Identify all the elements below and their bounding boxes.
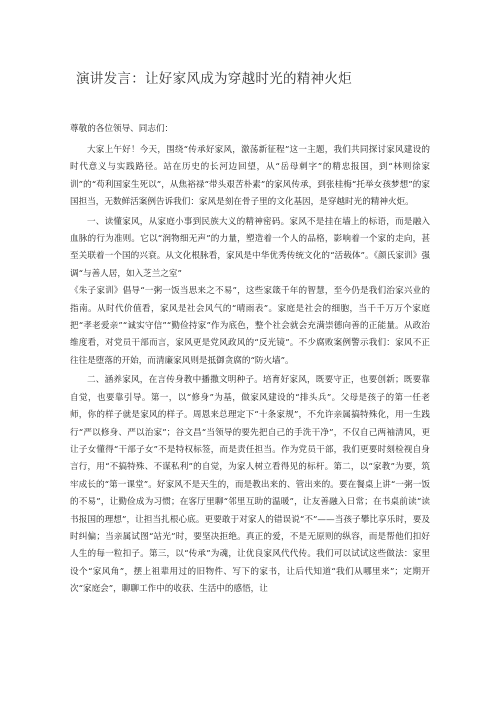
greeting: 尊敬的各位领导、同志们： [70,124,174,134]
paragraph-section-one: 一、读懂家风，从家庭小事到民族大义的精神密码。家风不是挂在墙上的标语，而是融入血脉的行为准则。它以“润物细无声”的力量，塑造着一个人的品格，影响着一个家的走向，甚至关联着一个国的兴衰。从文化根脉看，家风是中华优秀传统文化的“活载体”。《颜氏家训》强调“与善人居，如入芝兰之室” [70,216,430,279]
document-title: 演讲发言：让好家风成为穿越时光的精神火炬 [76,71,352,87]
paragraph-section-one-continued: 《朱子家训》倡导“一粥一饭当思来之不易”，这些家箴千年的智慧，至今仍是我们治家兴业的指南。从时代价值看，家风是社会风气的“晴雨表”。家庭是社会的细胞，当千千万万个家庭把“孝老爱亲”“诚实守信”“勤俭持家”作为底色，整个社会就会充满崇德向善的正能量。从政治维度看，对党员干部而言，家风更是党风政风的“反光镜”。不少腐败案例警示我们：家风不正往往是堕落的开始，而清廉家风则是抵御贪腐的“防火墙”。 [70,286,430,366]
paragraph-section-two: 二、涵养家风，在言传身教中播撒文明种子。培育好家风，既要守正，也要创新；既要靠自觉，也要靠引导。第一，以“修身”为基，做家风建设的“排头兵”。父母是孩子的第一任老师，你的样子就是家风的样子。周恩来总理定下“十条家规”，不允许亲属搞特殊化，用一生践行“严以修身、严以治家”；谷文昌“当领导的要先把自己的手洗干净”，不仅自己两袖清风，更让子女懂得“干部子女”不是特权标签，而是责任担当。作为党员干部，我们更要时刻检视自身言行，用“不搞特殊、不谋私利”的自觉，为家人树立看得见的标杆。第二，以“家教”为要，筑牢成长的“第一课堂”。好家风不是天生的，而是教出来的、管出来的。要在餐桌上讲“一粥一饭的不易”，让勤俭成为习惯；在客厅里聊“邻里互助的温暖”，让友善融入日常；在书桌前读“读书报国的理想”，让担当扎根心底。更要敢于对家人的错误说“不”——当孩子攀比享乐时，要及时纠偏；当亲属试图“站光”时，要坚决拒绝。真正的爱，不是无原则的纵容，而是帮他们扣好人生的每一粒扣子。第三，以“传承”为魂，让优良家风代代传。我们可以试试这些做法：家里设个“家风角”，摆上祖辈用过的旧物件、写下的家书，让后代知道“我们从哪里来”；定期开次“家庭会”，聊聊工作中的收获、生活中的感悟，让 [70,375,430,595]
paragraph-intro: 大家上午好！今天，围绕“传承好家风，激荡新征程”这一主题，我们共同探讨家风建设的时代意义与实践路径。站在历史的长河边回望，从“岳母刺字”的精忠报国，到“林则徐家训”的“苟利国家生死以”，从焦裕禄“带头艰苦朴素”的家风传承，到张桂梅“托举女孩梦想”的家国担当，无数鲜活案例告诉我们：家风是刻在骨子里的文化基因，是穿越时光的精神火炬。 [70,145,430,208]
